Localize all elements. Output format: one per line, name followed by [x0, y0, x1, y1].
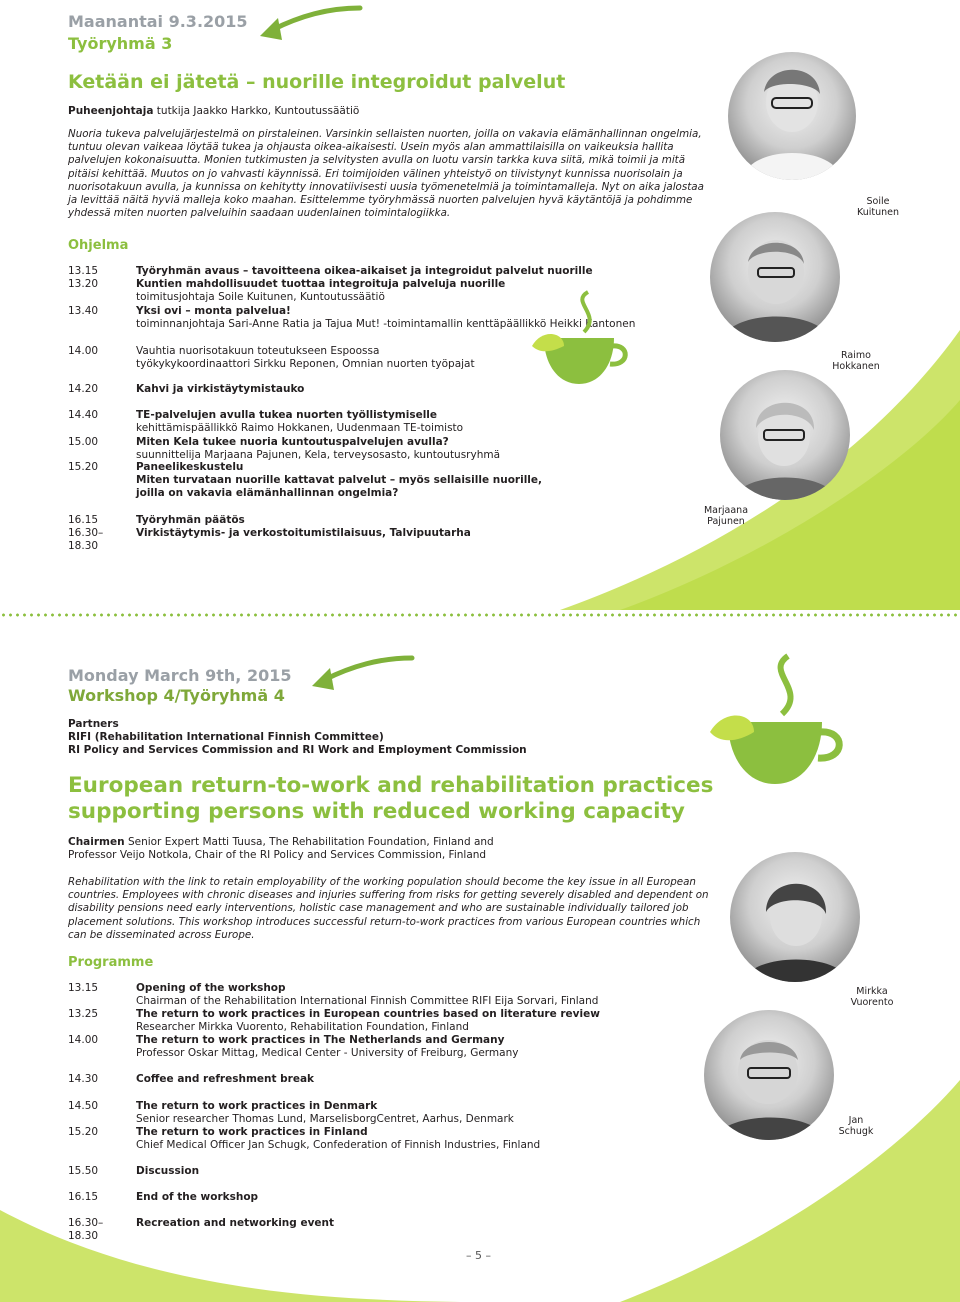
en-program-line: Professor Oskar Mittag, Medical Center - University of Freiburg, Germany: [136, 1047, 519, 1059]
photo-marjaana-pajunen: [720, 370, 850, 500]
en-program-time: 16.30– 18.30: [68, 1217, 104, 1242]
en-title-2: supporting persons with reduced working capacity: [68, 799, 685, 824]
arrow-left-icon: [248, 2, 368, 48]
dotted-divider: [0, 613, 960, 617]
en-program-line: Recreation and networking event: [136, 1217, 335, 1229]
fi-program-line: TE-palvelujen avulla tukea nuorten työllistymiselle: [136, 409, 438, 421]
fi-group: Työryhmä 3: [68, 34, 173, 53]
en-program-line: Chief Medical Officer Jan Schugk, Confederation of Finnish Industries, Finland: [136, 1139, 541, 1151]
en-chairmen-1: Senior Expert Matti Tuusa, The Rehabilitation Foundation, Finland and: [127, 836, 494, 848]
fi-program-line: Paneelikeskustelu: [136, 461, 244, 473]
en-program-line: The return to work practices in European countries based on literature review: [136, 1008, 600, 1020]
fi-program-time: 13.40: [68, 305, 99, 317]
fi-program-time: 16.15: [68, 514, 99, 526]
photo-mirkka-vuorento: [730, 852, 860, 982]
en-program-time: 13.15: [68, 982, 99, 994]
caption-mirkka: Mirkka Vuorento: [850, 986, 894, 1008]
en-program-time: 16.15: [68, 1191, 99, 1203]
fi-program-line: Kahvi ja virkistäytymistauko: [136, 383, 305, 395]
en-program-line: The return to work practices in The Netherlands and Germany: [136, 1034, 505, 1046]
fi-program-time: 16.30– 18.30: [68, 527, 104, 552]
fi-program-line: Virkistäytymis- ja verkostoitumistilaisuus, Talvipuutarha: [136, 527, 471, 539]
fi-program-time: 14.00: [68, 345, 99, 357]
en-chairmen: [68, 836, 494, 849]
fi-program-line: joilla on vakavia elämänhallinnan ongelmia?: [136, 487, 399, 499]
en-program-line: Researcher Mirkka Vuorento, Rehabilitation Foundation, Finland: [136, 1021, 469, 1033]
en-program-time: 15.20: [68, 1126, 99, 1138]
en-partners-label: Partners: [68, 718, 119, 730]
fi-chair-text: tutkija Jaakko Harkko, Kuntoutussäätiö: [156, 105, 360, 117]
en-program-time: 14.50: [68, 1100, 99, 1112]
en-partners-2: RI Policy and Services Commission and RI Work and Employment Commission: [68, 744, 527, 756]
en-date: Monday March 9th, 2015: [68, 666, 292, 685]
en-chairmen-label: Chairmen: [68, 836, 125, 848]
en-program-line: End of the workshop: [136, 1191, 259, 1203]
fi-program-line: Miten Kela tukee nuoria kuntoutuspalvelujen avulla?: [136, 436, 449, 448]
en-program-time: 14.30: [68, 1073, 99, 1085]
fi-program-line: työkykykoordinaattori Sirkku Reponen, Omnian nuorten työpajat: [136, 358, 475, 370]
photo-raimo-hokkanen: [710, 212, 840, 342]
fi-program-time: 15.20: [68, 461, 99, 473]
arrow-left-icon-2: [300, 652, 420, 698]
page-number: – 5 –: [466, 1249, 491, 1262]
fi-program-line: Työryhmän päätös: [136, 514, 245, 526]
en-group: Workshop 4/Työryhmä 4: [68, 686, 285, 705]
en-intro: Rehabilitation with the link to retain employability of the working population should become the key issue in all European countries. Employees with chronic diseases and injuries suffering from risks for getting severely disabled and dependent on disability pensions need early interventions, holistic case management and who are sustainable individually tailored job placement solutions. This workshop introduces successful return-to-work practices from various European countries which can be disseminated across Europe.: [68, 876, 709, 941]
fi-program-line: Kuntien mahdollisuudet tuottaa integroituja palveluja nuorille: [136, 278, 506, 290]
en-chairmen-2: Professor Veijo Notkola, Chair of the RI Policy and Services Commission, Finland: [68, 849, 487, 861]
tea-cup-icon: [530, 288, 640, 388]
fi-program-time: 13.20: [68, 278, 99, 290]
fi-program-time: 15.00: [68, 436, 99, 448]
en-program-line: Coffee and refreshment break: [136, 1073, 315, 1085]
fi-program-time: 13.15: [68, 265, 99, 277]
fi-program-line: Miten turvataan nuorille kattavat palvelut – myös sellaisille nuorille,: [136, 474, 543, 486]
fi-chair: [68, 105, 359, 118]
fi-intro: Nuoria tukeva palvelujärjestelmä on pirstaleinen. Varsinkin sellaisten nuorten, joilla on vakavia elämänhallinnan ongelmia, tuntuu olevan vaikeaa löytää tukea ja ohjausta oikea-aikaisesti. Usein myös alan ammattilaisilla on vaikeuksia hallita palvelujen kokonaisuutta. Monien tutkimusten ja selvitysten avulla on luotu varsin tarkka kuva siitä, mikä toimii ja mitä pitäisi kehittää. Muutos on jo vahvasti käynnissä. Eri toimijoiden välinen yhteistyö on tiivistynyt kunnissa nuorisolain ja nuorisotakuun avulla, ja kunnissa on kehitytty innovatiivisesti uusia työmenetelmiä ja toimintamalleja. Nyt on aika jalostaa ja levittää näitä hyviä malleja koko maahan. Esittelemme työryhmässä nuorten palvelujen hyvä käytäntöjä ja pohdimme yhdessä miten nuorten palveluihin saadaan uudenlainen toimintalogiikka.: [68, 128, 704, 220]
fi-title: Ketään ei jätetä – nuorille integroidut palvelut: [68, 71, 566, 93]
fi-program-line: kehittämispäällikkö Raimo Hokkanen, Uudenmaan TE-toimisto: [136, 422, 464, 434]
tea-cup-icon-2: [704, 652, 854, 792]
caption-raimo: Raimo Hokkanen: [832, 350, 880, 372]
en-program-time: 13.25: [68, 1008, 99, 1020]
en-program-heading: Programme: [68, 955, 154, 970]
fi-program-line: Yksi ovi – monta palvelua!: [136, 305, 291, 317]
en-program-line: Senior researcher Thomas Lund, MarselisborgCentret, Aarhus, Denmark: [136, 1113, 514, 1125]
fi-program-heading: Ohjelma: [68, 238, 129, 253]
caption-soile: Soile Kuitunen: [856, 196, 900, 218]
en-program-time: 15.50: [68, 1165, 99, 1177]
en-program-line: The return to work practices in Denmark: [136, 1100, 378, 1112]
fi-program-line: Työryhmän avaus – tavoitteena oikea-aikaiset ja integroidut palvelut nuorille: [136, 265, 593, 277]
caption-marjaana: Marjaana Pajunen: [703, 505, 749, 527]
en-partners-1: RIFI (Rehabilitation International Finnish Committee): [68, 731, 384, 743]
fi-program-line: Vauhtia nuorisotakuun toteutukseen Espoossa: [136, 345, 380, 357]
en-program-time: 14.00: [68, 1034, 99, 1046]
fi-program-time: 14.40: [68, 409, 99, 421]
en-program-line: The return to work practices in Finland: [136, 1126, 368, 1138]
en-program-line: Chairman of the Rehabilitation International Finnish Committee RIFI Eija Sorvari, Finland: [136, 995, 599, 1007]
fi-program-line: suunnittelija Marjaana Pajunen, Kela, terveysosasto, kuntoutusryhmä: [136, 449, 501, 461]
photo-soile-kuitunen: [728, 52, 856, 180]
fi-program-line: toiminnanjohtaja Sari-Anne Ratia ja Tajua Mut! -toimintamallin kenttäpäällikkö Heikki Kantonen: [136, 318, 636, 330]
photo-jan-schugk: [704, 1010, 834, 1140]
en-program-line: Opening of the workshop: [136, 982, 286, 994]
fi-program-line: toimitusjohtaja Soile Kuitunen, Kuntoutussäätiö: [136, 291, 385, 303]
fi-program-time: 14.20: [68, 383, 99, 395]
en-program-line: Discussion: [136, 1165, 200, 1177]
en-title-1: European return-to-work and rehabilitation practices: [68, 773, 714, 798]
caption-jan: Jan Schugk: [838, 1115, 874, 1137]
fi-date: Maanantai 9.3.2015: [68, 12, 248, 31]
fi-chair-label: Puheenjohtaja: [68, 105, 154, 117]
